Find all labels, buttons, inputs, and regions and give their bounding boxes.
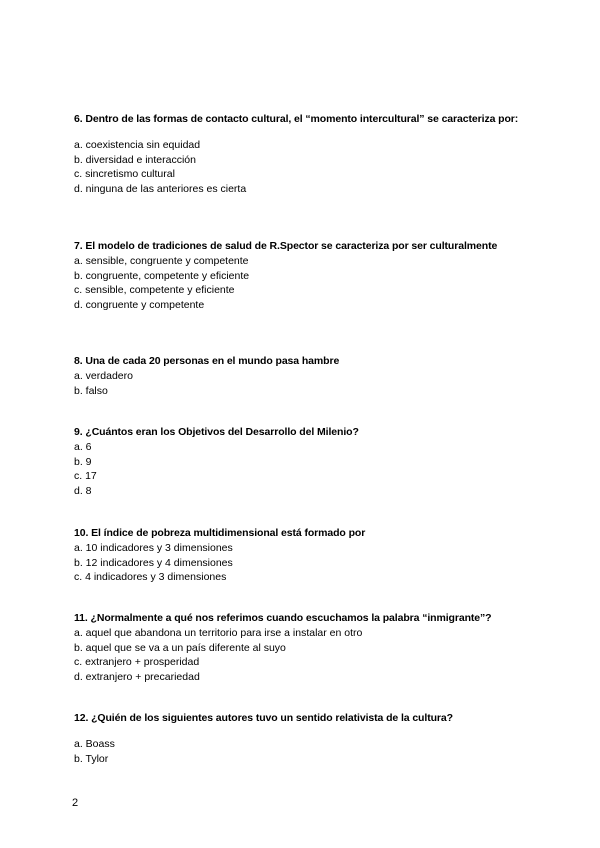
option-b: b. Tylor xyxy=(74,752,109,765)
option-a: a. verdadero xyxy=(74,370,133,382)
option-c: c. 4 indicadores y 3 dimensiones xyxy=(74,571,227,584)
option-b: b. falso xyxy=(74,384,108,397)
option-b: b. diversidad e interacción xyxy=(74,153,196,166)
question-6 xyxy=(74,112,544,196)
option-b: b. congruente, competente y eficiente xyxy=(74,269,250,282)
question-9 xyxy=(74,425,544,498)
options-list xyxy=(74,138,544,196)
question-title: 10. El índice de pobreza multidimensional está formado por xyxy=(74,527,366,539)
question-title: 6. Dentro de las formas de contacto cultural, el “momento intercultural” se caracteriza por: xyxy=(74,113,519,125)
options-list xyxy=(74,541,544,585)
option-b: b. aquel que se va a un país diferente al suyo xyxy=(74,641,286,654)
option-b: b. 9 xyxy=(74,455,92,468)
options-list xyxy=(74,254,544,312)
question-7 xyxy=(74,239,544,312)
question-11 xyxy=(74,611,544,684)
question-title: 9. ¿Cuántos eran los Objetivos del Desarrollo del Milenio? xyxy=(74,426,359,438)
option-a: a. 10 indicadores y 3 dimensiones xyxy=(74,542,233,554)
page-number: 2 xyxy=(72,797,79,809)
question-title: 8. Una de cada 20 personas en el mundo pasa hambre xyxy=(74,355,340,367)
option-d: d. congruente y competente xyxy=(74,298,205,311)
option-c: c. sincretismo cultural xyxy=(74,168,175,181)
question-title: 12. ¿Quién de los siguientes autores tuvo un sentido relativista de la cultura? xyxy=(74,712,453,724)
option-d: d. ninguna de las anteriores es cierta xyxy=(74,182,247,195)
option-c: c. 17 xyxy=(74,470,97,483)
option-b: b. 12 indicadores y 4 dimensiones xyxy=(74,556,233,569)
options-list xyxy=(74,626,544,684)
option-d: d. 8 xyxy=(74,484,92,497)
options-list xyxy=(74,737,544,766)
option-a: a. Boass xyxy=(74,738,115,750)
option-d: d. extranjero + precariedad xyxy=(74,670,200,683)
option-a: a. 6 xyxy=(74,441,92,453)
option-c: c. sensible, competente y eficiente xyxy=(74,284,235,297)
question-title: 7. El modelo de tradiciones de salud de R.Spector se caracteriza por ser culturalmente xyxy=(74,240,498,252)
question-8 xyxy=(74,354,544,398)
option-a: a. aquel que abandona un territorio para irse a instalar en otro xyxy=(74,627,363,639)
options-list xyxy=(74,369,544,398)
option-a: a. sensible, congruente y competente xyxy=(74,255,249,267)
question-title: 11. ¿Normalmente a qué nos referimos cuando escuchamos la palabra “inmigrante”? xyxy=(74,612,492,624)
option-a: a. coexistencia sin equidad xyxy=(74,139,201,151)
question-12 xyxy=(74,711,544,766)
options-list xyxy=(74,440,544,498)
option-c: c. extranjero + prosperidad xyxy=(74,656,200,669)
question-10 xyxy=(74,526,544,585)
